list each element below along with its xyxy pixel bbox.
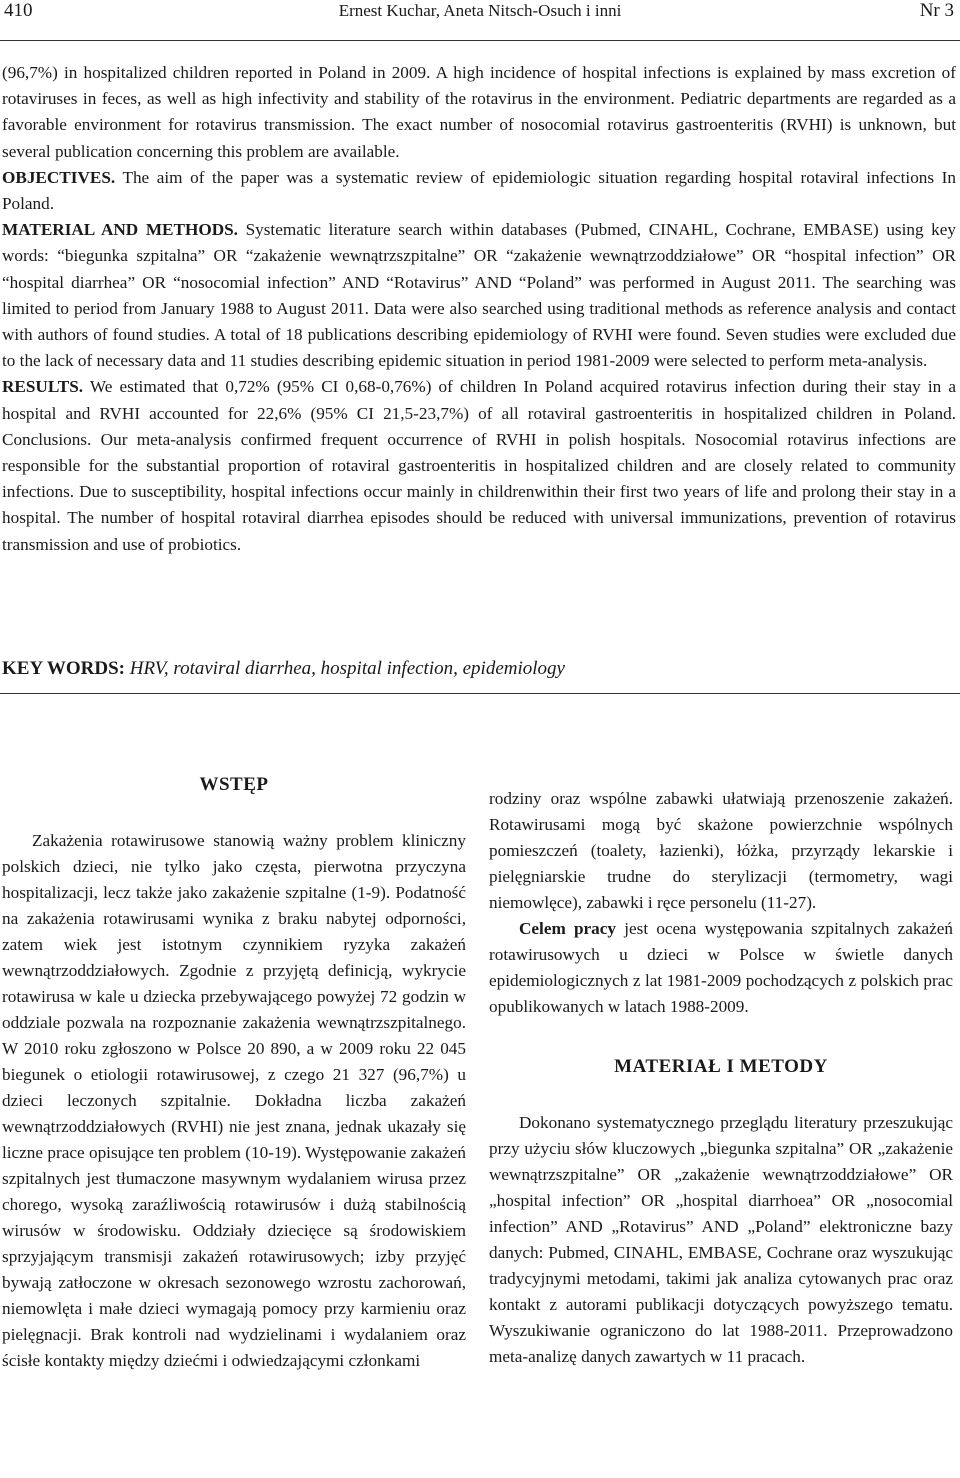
page-number: 410	[4, 0, 33, 21]
methods-label: MATERIAL AND METHODS.	[2, 220, 238, 240]
abstract-background: (96,7%) in hospitalized children reported in Poland in 2009. A high incidence of hospital infections is explained by mass excretion of rotaviruses in feces, as well as high infectivity and stability of the rotavirus in the environment. Pediatric departments are regarded as a favorable environment for rotavirus transmission. The exact number of nosocomial rotavirus gastroenteritis (RVHI) is unknown, but several publication concerning this problem are available.	[2, 63, 956, 161]
keywords-text: HRV, rotaviral diarrhea, hospital infection, epidemiology	[125, 658, 565, 679]
keywords-rule	[0, 693, 960, 694]
objectives-text: The aim of the paper was a systematic review of epidemiologic situation regarding hospital rotaviral infections In Poland.	[2, 167, 956, 214]
abstract	[2, 60, 956, 558]
issue-number: Nr 3	[919, 0, 954, 21]
intro-continued: rodziny oraz wspólne zabawki ułatwiają przenoszenie zakażeń. Rotawirusami mogą być skażone powierzchnie wspólnych pomieszczeń (toalety, łazienki), łóżka, przyrządy lekarskie i pielęgniarskie trudne do sterylizacji (termometry, wagi niemowlęce), zabawki i ręce personelu (11-27).	[489, 789, 953, 912]
aim-label: Celem pracy	[519, 919, 616, 938]
methods-text: Systematic literature search within databases (Pubmed, CINAHL, Cochrane, EMBASE) using key words: “biegunka szpitalna” OR “zakażenie wewnątrzszpitalne” OR “zakażenie wewnątrzoddziałowe” OR “hospital infection” OR “hospital diarrhea” OR “nosocomial infection” AND “Rotavirus” AND “Poland” was performed in August 2011. The searching was limited to period from January 1988 to August 2011. Data were also searched using traditional methods as reference analysis and contact with authors of found studies. A total of 18 publications describing epidemiology of RVHI were found. Seven studies were excluded due to the lack of necessary data and 11 studies describing epidemic situation in period 1981-2009 were selected to perform meta-analysis.	[2, 220, 956, 371]
aim-paragraph	[489, 916, 953, 1020]
methods-paragraph: Dokonano systematycznego przeglądu literatury przeszukując przy użyciu słów kluczowych „biegunka szpitalna” OR „zakażenie wewnątrzszpitalne” OR „zakażenie wewnątrzoddziałowe” OR „hospital infection” OR „hospital diarrhoea” OR „nosocomial infection” AND „Rotavirus” AND „Poland” elektroniczne bazy danych: Pubmed, CINAHL, EMBASE, Cochrane oraz wyszukując tradycyjnymi metodami, takimi jak analiza cytowanych prac oraz kontakt z autorami publikacji dotyczących powyższego tematu. Wyszukiwanie ograniczono do lat 1988-2011. Przeprowadzono meta-analizę danych zawartych w 11 pracach.	[489, 1113, 953, 1366]
objectives-label: OBJECTIVES.	[2, 167, 116, 187]
abstract-objectives	[2, 165, 956, 217]
left-column	[2, 760, 466, 1374]
abstract-results	[2, 374, 956, 557]
section-title-methods: MATERIAŁ I METODY	[614, 1056, 828, 1077]
keywords-label: KEY WORDS:	[2, 658, 125, 679]
section-title-wstep: WSTĘP	[199, 774, 269, 795]
intro-paragraph: Zakażenia rotawirusowe stanowią ważny problem kliniczny polskich dzieci, nie tylko jako częsta, pierwotna przyczyna hospitalizacji, lecz także jako zakażenie szpitalne (1-9). Podatność na zakażenia rotawirusami wynika z braku nabytej odporności, zatem wiek jest istotnym czynnikiem ryzyka zakażeń wewnątrzoddziałowych. Zgodnie z przyjętą definicją, wykrycie rotawirusa w kale u dziecka przebywającego powyżej 72 godzin w oddziale pozwala na rozpoznanie zakażenia wewnątrzszpitalnego. W 2010 roku zgłoszono w Polsce 20 890, a w 2009 roku 22 045 biegunek o etiologii rotawirusowej, z czego 21 327 (96,7%) u dzieci leczonych szpitalnie. Dokładna liczba zakażeń wewnątrzoddziałowych (RVHI) nie jest znana, jednak ukazały się liczne prace opisujące ten problem (10-19). Występowanie zakażeń szpitalnych jest tłumaczone masywnym wydalaniem wirusa przez chorego, wysoką zaraźliwością rotawirusów i dużą stabilnością wirusów w środowisku. Oddziały dziecięce są środowiskiem sprzyjającym transmisji zakażeń rotawirusowych; izby przyjęć bywają zatłoczone w okresach sezonowego wzrostu zachorowań, niemowlęta i małe dzieci wymagają pomocy przy karmieniu oraz pielęgnacji. Brak kontroli nad wydzielinami i wydalaniem oraz ścisłe kontakty między dziećmi i odwiedzającymi członkami	[2, 831, 466, 1370]
right-column	[489, 786, 953, 1370]
running-authors: Ernest Kuchar, Aneta Nitsch-Osuch i inni	[338, 1, 622, 20]
header-rule	[0, 40, 960, 41]
running-header	[0, 0, 960, 26]
results-text: We estimated that 0,72% (95% CI 0,68-0,76%) of children In Poland acquired rotavirus infection during their stay in a hospital and RVHI accounted for 22,6% (95% CI 21,5-23,7%) of all rotaviral gastroenteritis in hospitalized children in Poland. Conclusions. Our meta-analysis confirmed frequent occurrence of RVHI in polish hospitals. Nosocomial rotavirus infections are responsible for the substantial proportion of rotaviral gastroenteritis in hospitalized children and are closely related to community infections. Due to susceptibility, hospital infections occur mainly in childrenwithin their first two years of life and prolong their stay in a hospital. The number of hospital rotaviral diarrhea episodes should be reduced with universal immunizations, prevention of rotavirus transmission and use of probiotics.	[2, 377, 956, 554]
aim-text: jest ocena występowania szpitalnych zakażeń rotawirusowych u dzieci w Polsce w świetle danych epidemiologicznych z lat 1981-2009 pochodzących z polskich prac opublikowanych w latach 1988-2009.	[489, 919, 953, 1016]
abstract-methods	[2, 217, 956, 374]
results-label: RESULTS.	[2, 377, 84, 397]
keywords	[2, 656, 956, 682]
